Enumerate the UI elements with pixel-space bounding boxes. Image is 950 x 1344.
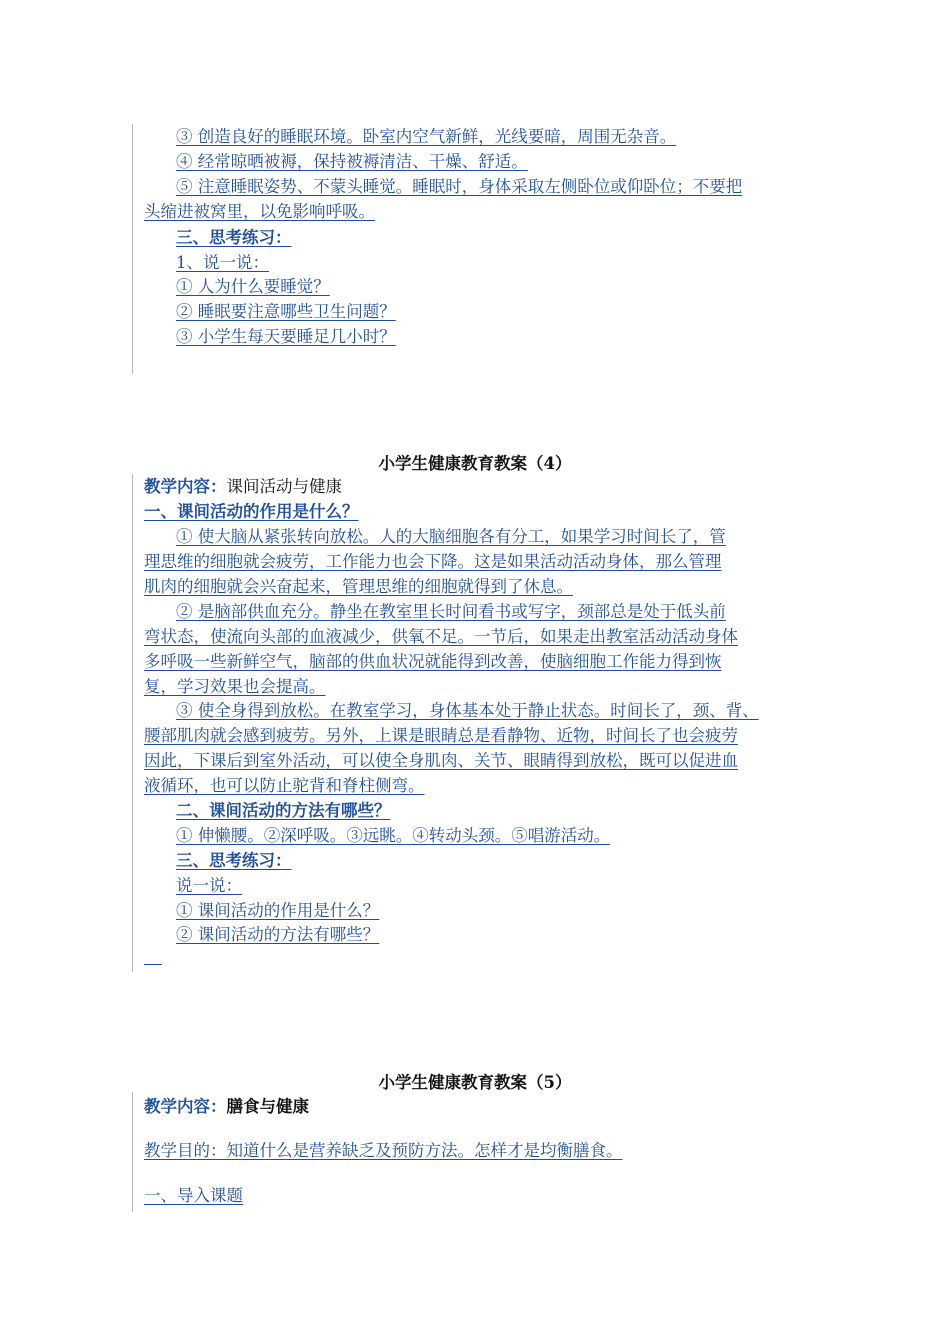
say-label[interactable]: 1、说一说： [176, 253, 269, 272]
intro-heading[interactable]: 一、导入课题 [144, 1186, 243, 1205]
sleep-tip-3[interactable]: ③ 创造良好的睡眠环境。卧室内空气新鲜，光线要暗，周围无杂音。 [176, 127, 677, 146]
heading-methods[interactable]: 二、课间活动的方法有哪些？ [176, 801, 391, 820]
paragraph-line[interactable]: 因此，下课后到室外活动，可以使全身肌肉、关节、眼睛得到放松，既可以促进血 [144, 751, 738, 770]
paragraph-line[interactable]: ② 是脑部供血充分。静坐在教室里长时间看书或写字，颈部总是处于低头前 [176, 602, 726, 621]
question-item[interactable]: ② 课间活动的方法有哪些？ [176, 925, 380, 944]
sleep-tip-4[interactable]: ④ 经常晾晒被褥，保持被褥清洁、干燥、舒适。 [176, 152, 528, 171]
margin-rule [132, 474, 133, 972]
question-item[interactable]: ① 课间活动的作用是什么？ [176, 901, 380, 920]
lesson-title-4: 小学生健康教育教案（4） [378, 454, 572, 473]
heading-purpose[interactable]: 一、课间活动的作用是什么？ [144, 502, 359, 521]
content-line [144, 474, 342, 500]
practice-heading[interactable]: 三、思考练习： [176, 851, 292, 870]
content-label: 教学内容： [144, 1097, 227, 1116]
paragraph-line[interactable]: 腰部肌肉就会感到疲劳。另外，上课是眼睛总是看静物、近物，时间长了也会疲劳 [144, 726, 738, 745]
practice-heading[interactable]: 三、思考练习： [176, 228, 292, 247]
paragraph-line[interactable]: 液循环，也可以防止驼背和脊柱侧弯。 [144, 776, 425, 795]
margin-rule [132, 124, 133, 374]
content-line [144, 1094, 309, 1120]
question-item[interactable]: ② 睡眠要注意哪些卫生问题？ [176, 302, 396, 321]
content-value: 膳食与健康 [226, 1097, 309, 1116]
empty-link-underline [144, 964, 162, 965]
paragraph-line[interactable]: 多呼吸一些新鲜空气，脑部的供血状况就能得到改善，使脑细胞工作能力得到恢 [144, 652, 722, 671]
teaching-goal[interactable]: 教学目的：知道什么是营养缺乏及预防方法。怎样才是均衡膳食。 [144, 1141, 623, 1160]
methods-list[interactable]: ① 伸懒腰。②深呼吸。③远眺。④转动头颈。⑤唱游活动。 [176, 826, 611, 845]
paragraph-line[interactable]: 肌肉的细胞就会兴奋起来，管理思维的细胞就得到了休息。 [144, 577, 573, 596]
paragraph-line[interactable]: ① 使大脑从紧张转向放松。人的大脑细胞各有分工，如果学习时间长了，管 [176, 527, 726, 546]
paragraph-line[interactable]: ③ 使全身得到放松。在教室学习，身体基本处于静止状态。时间长了，颈、背、 [176, 701, 759, 720]
content-value: 课间活动与健康 [226, 477, 342, 496]
sleep-tip-5-cont[interactable]: 头缩进被窝里，以免影响呼吸。 [144, 202, 375, 221]
lesson-title-5: 小学生健康教育教案（5） [378, 1073, 572, 1092]
paragraph-line[interactable]: 理思维的细胞就会疲劳，工作能力也会下降。这是如果活动活动身体，那么管理 [144, 552, 722, 571]
sleep-tip-5[interactable]: ⑤ 注意睡眠姿势、不蒙头睡觉。睡眠时，身体采取左侧卧位或仰卧位；不要把 [176, 177, 743, 196]
paragraph-line[interactable]: 弯状态，使流向头部的血液减少，供氧不足。一节后，如果走出教室活动活动身体 [144, 627, 738, 646]
content-label: 教学内容： [144, 477, 227, 496]
paragraph-line[interactable]: 复，学习效果也会提高。 [144, 677, 326, 696]
say-label[interactable]: 说一说： [176, 876, 242, 895]
question-item[interactable]: ① 人为什么要睡觉？ [176, 277, 330, 296]
margin-rule [132, 1092, 133, 1212]
question-item[interactable]: ③ 小学生每天要睡足几小时？ [176, 327, 396, 346]
